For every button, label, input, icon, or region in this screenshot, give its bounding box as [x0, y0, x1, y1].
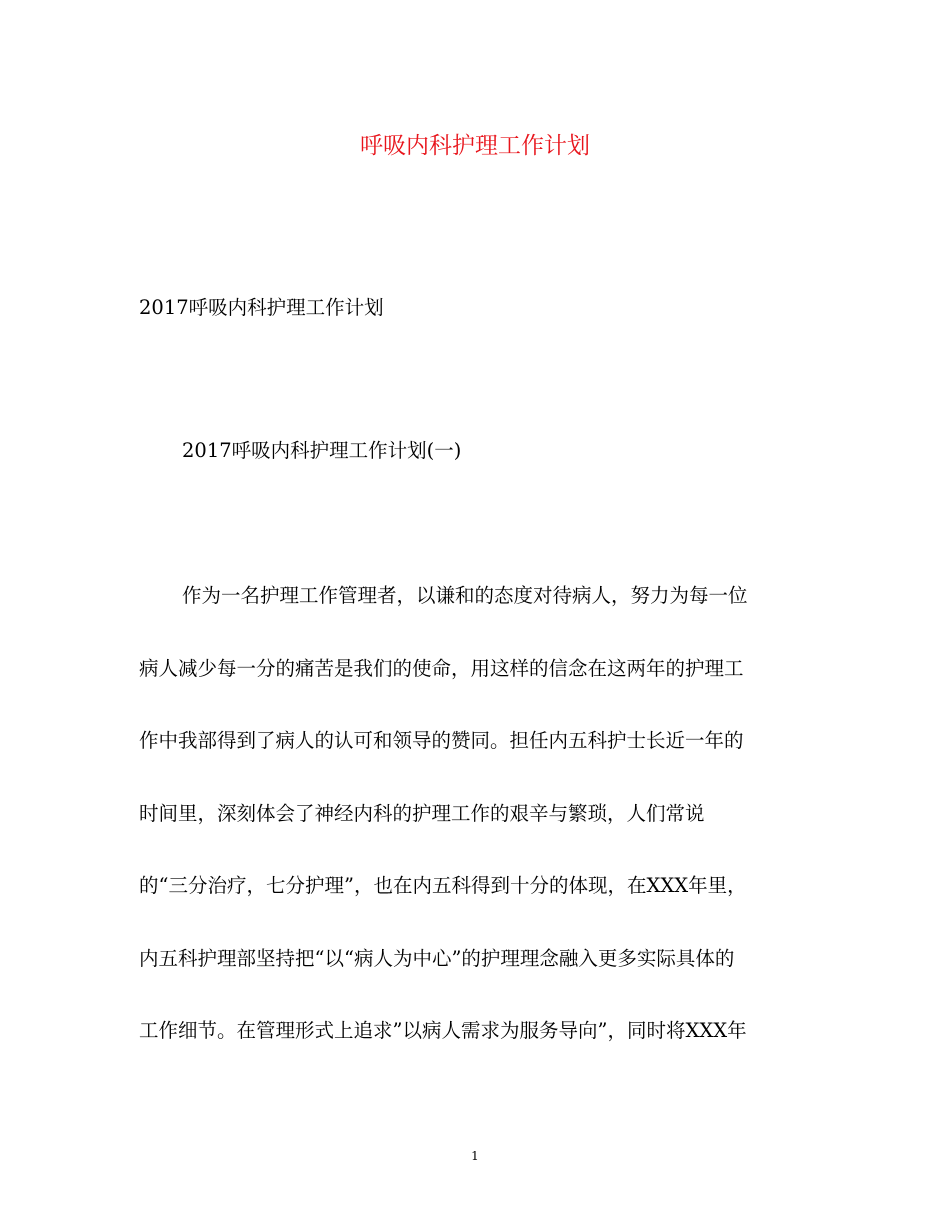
paragraph-line: 病人减少每一分的痛苦是我们的使命，用这样的信念在这两年的护理工: [139, 657, 744, 680]
section-heading: 2017呼吸内科护理工作计划(一): [182, 439, 462, 462]
paragraph-line: 内五科护理部坚持把“以“病人为中心”的护理理念融入更多实际具体的: [139, 947, 735, 970]
paragraph-line: 的“三分治疗，七分护理”，也在内五科得到十分的体现，在XXX年里，: [139, 874, 747, 897]
paragraph-line: 作中我部得到了病人的认可和领导的赞同。担任内五科护士长近一年的: [139, 729, 744, 752]
document-title: 呼吸内科护理工作计划: [360, 133, 590, 159]
paragraph-line: 工作细节。在管理形式上追求”以病人需求为服务导向”，同时将XXX年: [139, 1019, 747, 1042]
document-subtitle: 2017呼吸内科护理工作计划: [139, 296, 384, 319]
paragraph-line: 作为一名护理工作管理者，以谦和的态度对待病人，努力为每一位: [182, 584, 748, 607]
paragraph-line: 时间里，深刻体会了神经内科的护理工作的艰辛与繁琐，人们常说: [139, 802, 705, 825]
page-number: 1: [471, 1149, 479, 1163]
